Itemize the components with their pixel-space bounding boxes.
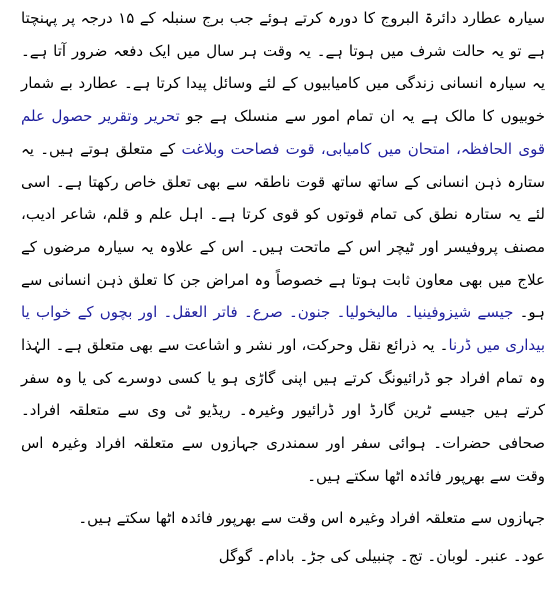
highlighted-text-segment: جیسے شیزوفینیا۔ مالیخولیا۔ جنون۔ صرع۔ فاتر العقل۔ اور بچوں کے خواب یا بیداری میں ڈرنا xyxy=(21,303,545,355)
text-segment: ۔ یہ ذرائع نقل وحرکت، اور نشر و اشاعت سے بھی متعلق ہے۔ الہٰذا وہ تمام افراد جو ڈرائیونگ کرتے ہیں اپنی گاڑی ہو یا کسی دوسرے کی یا وہ سفر کرتے ہیں جیسے ٹرین گارڈ اور ڈرائیور وغیرہ۔ ریڈیو ٹی وی سے متعلقہ افراد۔ صحافی حضرات۔ ہوائی سفر اور سمندری جہازوں سے متعلقہ افراد وغیرہ اس وقت سے بھرپور فائدہ اٹھا سکتے ہیں۔ xyxy=(21,336,545,485)
paragraph-beneficiaries: جہازوں سے متعلقہ افراد وغیرہ اس وقت سے بھرپور فائدہ اٹھا سکتے ہیں۔ xyxy=(78,509,545,527)
text-segment: سیارہ عطارد دائرۃ البروج کا دورہ کرتے ہوئے جب برج سنبلہ کے ۱۵ درجہ پر پہنچتا ہے تو یہ حالت شرف میں ہوتا ہے۔ یہ وقت ہر سال میں ایک دفعہ ضرور آتا ہے۔ یہ سیارہ انسانی زندگی میں کامیابیوں کے لئے وسائل پیدا کرتا ہے۔ عطارد بے شمار خوبیوں کا مالک ہے یہ ان تمام امور سے منسلک ہے جو xyxy=(21,9,545,126)
text-segment: کے متعلق ہوتے ہیں۔ یہ ستارہ ذہن انسانی کے ساتھ ساتھ قوت ناطقہ سے بھی تعلق خاص رکھتا ہے۔ اسی لئے یہ ستارہ نطق کی تمام قوتوں کو قوی کرتا ہے۔ اہل علم و قلم، شاعر ادیب، مصنف پروفیسر اور ٹیچر اس کے ماتحت ہیں۔ اس کے علاوہ یہ سیارہ مرضوں کے علاج میں بھی معاون ثابت ہوتا ہے خصوصاً وہ امراض جن کا تعلق ذہن انسانی سے ہو۔ xyxy=(21,139,545,322)
paragraph-mercury-properties xyxy=(21,2,545,485)
highlighted-text-segment: تحریر وتقریر حصول علم قوی الحافظہ، امتحان میں کامیابی، قوت فصاحت وبلاغت xyxy=(21,107,545,158)
paragraph-incense-list: عود۔ عنبر۔ لوبان۔ تج۔ چنبیلی کی جڑ۔ بادام۔ گوگل xyxy=(218,547,545,565)
